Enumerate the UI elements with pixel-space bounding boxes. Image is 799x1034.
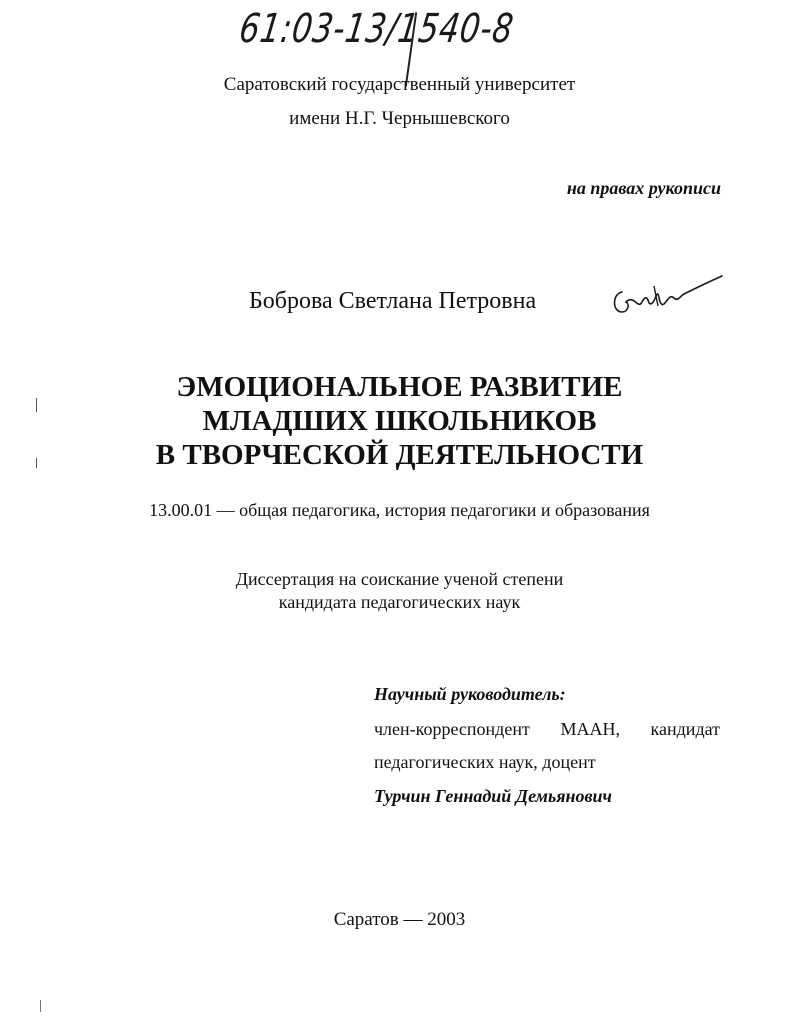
manuscript-rights-note: на правах рукописи [566, 178, 721, 198]
degree-line: кандидата педагогических наук [278, 592, 521, 612]
scan-margin-mark [40, 1000, 41, 1012]
specialty-code: 13.00.01 — общая педагогика, история педагогики и образования [149, 500, 650, 520]
author-signature-icon [608, 272, 728, 322]
supervisor-label: Научный руководитель: [374, 684, 566, 704]
title-line: В ТВОРЧЕСКОЙ ДЕЯТЕЛЬНОСТИ [155, 439, 644, 471]
degree-line: Диссертация на соискание ученой степени [235, 569, 564, 589]
university-name: Саратовский государственный университет [223, 74, 576, 95]
handwritten-archive-code: 61:03-13/1540-8 [236, 6, 517, 52]
author-name: Боброва Светлана Петровна [249, 288, 537, 314]
university-named-after: имени Н.Г. Чернышевского [289, 108, 510, 129]
supervisor-title-line: член-корреспондент МААН, кандидат [374, 719, 720, 739]
city-year: Саратов — 2003 [333, 909, 466, 930]
dissertation-title [0, 370, 799, 472]
degree-statement [0, 568, 799, 614]
title-line: ЭМОЦИОНАЛЬНОЕ РАЗВИТИЕ [176, 371, 623, 403]
supervisor-name: Турчин Геннадий Демьянович [374, 786, 612, 806]
supervisor-title-line: педагогических наук, доцент [374, 752, 596, 772]
title-line: МЛАДШИХ ШКОЛЬНИКОВ [202, 405, 597, 437]
